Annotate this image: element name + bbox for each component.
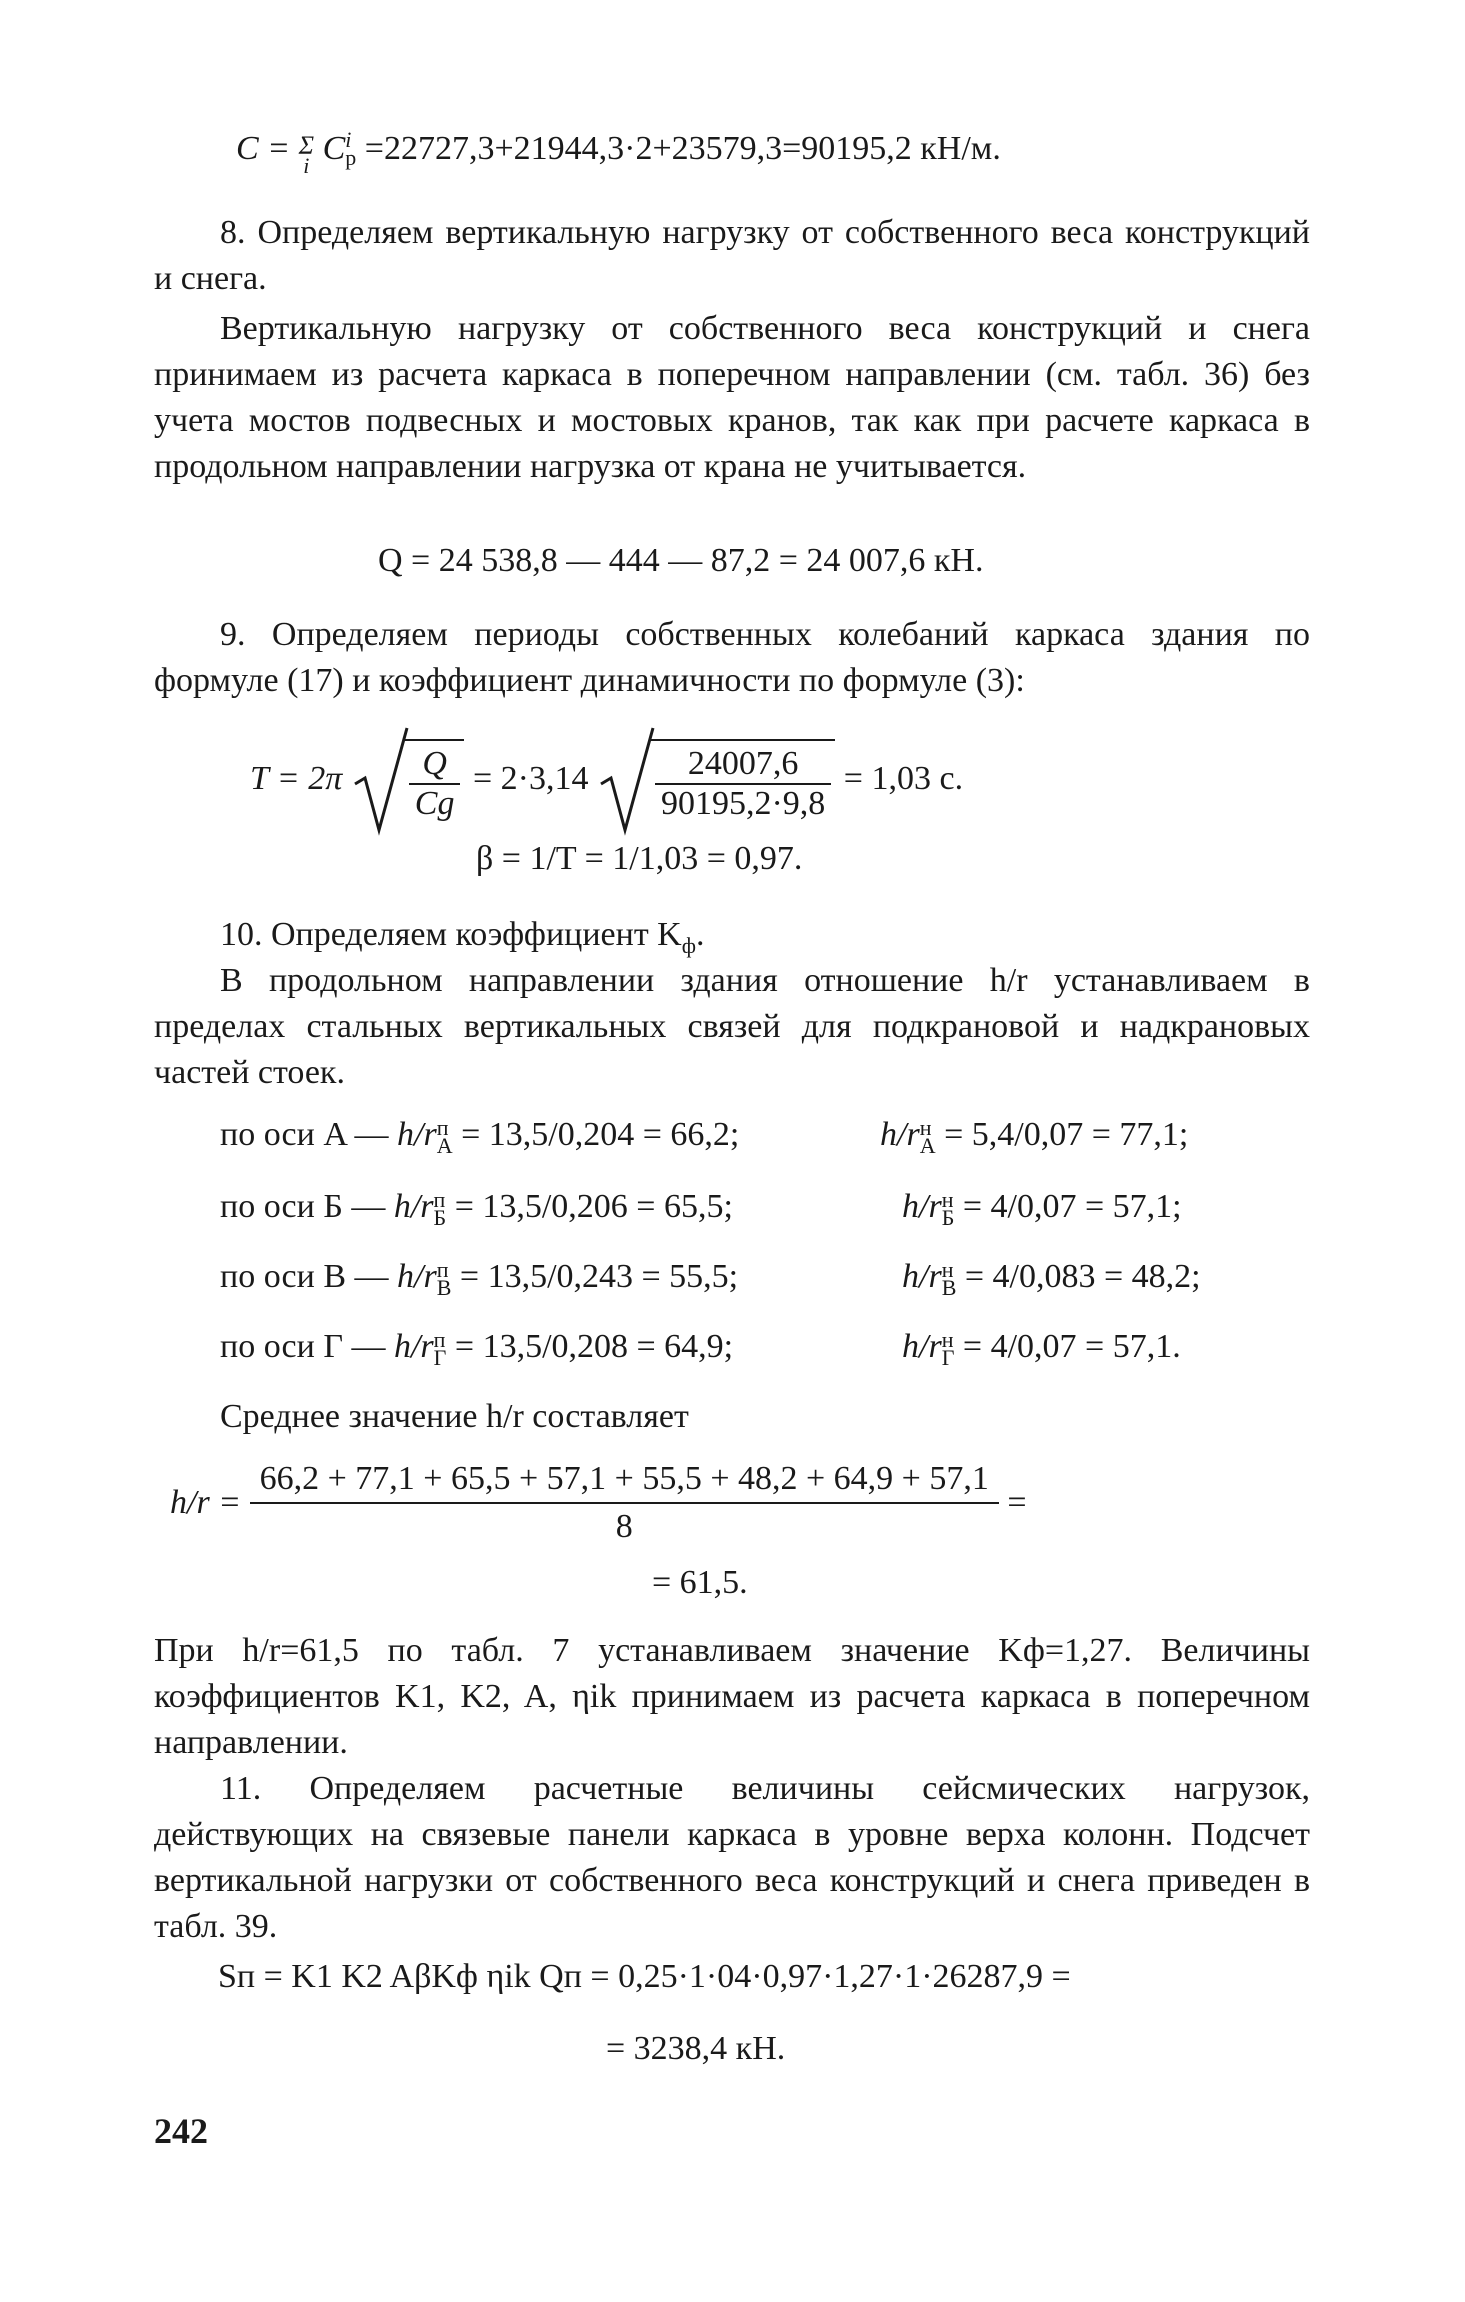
val-n: = 4/0,07 = 57,1; bbox=[954, 1188, 1182, 1225]
axis-row bbox=[220, 1254, 738, 1300]
val-n: = 5,4/0,07 = 77,1; bbox=[935, 1116, 1189, 1153]
hr-n: h/r bbox=[902, 1328, 942, 1365]
formula-t-lhs: T = 2π bbox=[250, 759, 343, 797]
step10-heading-sub: ф bbox=[681, 933, 697, 958]
axis-row-n bbox=[880, 1112, 1188, 1158]
mean-numerator: 66,2 + 77,1 + 65,5 + 57,1 + 55,5 + 48,2 + 64,9 + 57,1 bbox=[250, 1460, 999, 1504]
mean-intro: Среднее значение h/r составляет bbox=[220, 1398, 689, 1435]
formula-s-result: = 3238,4 кН. bbox=[606, 2030, 786, 2067]
fraction-num: Q bbox=[409, 745, 461, 785]
hr-n: h/r bbox=[902, 1188, 942, 1225]
hr-n: h/r bbox=[880, 1116, 920, 1153]
axis-label: по оси В — bbox=[220, 1258, 398, 1295]
sum-index: i bbox=[303, 153, 310, 178]
formula-c-rhs: =22727,3+21944,3·2+23579,3=90195,2 кН/м. bbox=[364, 130, 1001, 167]
sqrt-2-body bbox=[651, 739, 835, 823]
mean-fraction bbox=[250, 1460, 999, 1546]
axis-row-n bbox=[902, 1184, 1182, 1230]
fraction-q-cg bbox=[409, 745, 461, 823]
formula-q: Q = 24 538,8 — 444 — 87,2 = 24 007,6 кН. bbox=[378, 542, 984, 579]
hr-p: h/r bbox=[393, 1328, 434, 1365]
hr-n-scripts bbox=[941, 1327, 955, 1370]
fraction-values bbox=[655, 745, 831, 823]
val-n: = 4/0,07 = 57,1. bbox=[954, 1328, 1181, 1365]
val-p: = 13,5/0,204 = 66,2; bbox=[452, 1116, 740, 1153]
val-n: = 4/0,083 = 48,2; bbox=[956, 1258, 1201, 1295]
sup-n: н bbox=[941, 1187, 954, 1212]
val-p: = 13,5/0,208 = 64,9; bbox=[446, 1328, 734, 1365]
hr-p: h/r bbox=[393, 1188, 434, 1225]
sub-p: Б bbox=[433, 1205, 447, 1230]
step11-body: 11. Определяем расчетные величины сейсмических нагрузок, действующих на связевые панели каркаса в уровне верха колонн. Подсчет вертикальной нагрузки от собственного веса конструкций и снега приведен в табл. 39. bbox=[154, 1770, 1310, 1945]
val-p: = 13,5/0,206 = 65,5; bbox=[446, 1188, 733, 1225]
axis-label: по оси A — bbox=[220, 1116, 398, 1153]
axis-row-n bbox=[902, 1254, 1201, 1300]
page-number: 242 bbox=[154, 2111, 208, 2151]
sub-n: Г bbox=[941, 1345, 955, 1370]
term-sup: i bbox=[345, 127, 352, 152]
sub-n: В bbox=[941, 1275, 957, 1300]
mean-lhs: h/r = bbox=[170, 1484, 242, 1521]
hr-p: h/r bbox=[397, 1258, 437, 1295]
sqrt-2 bbox=[597, 726, 835, 836]
axis-label: по оси Б — bbox=[220, 1188, 394, 1225]
sub-p: Г bbox=[433, 1345, 447, 1370]
sum-sign: Σ bbox=[298, 131, 315, 160]
step10-after: При h/r=61,5 по табл. 7 устанавливаем значение Kф=1,27. Величины коэффициентов K1, K2, A, ηik принимаем из расчета каркаса в поперечном направлении. bbox=[154, 1632, 1310, 1761]
formula-c-term: C bbox=[322, 130, 346, 167]
sup-n: н bbox=[919, 1115, 932, 1140]
sub-p: В bbox=[436, 1275, 452, 1300]
hr-p: h/r bbox=[397, 1116, 437, 1153]
hr-n-scripts bbox=[941, 1187, 955, 1230]
sup-p: п bbox=[433, 1327, 446, 1352]
step10-heading-end: . bbox=[696, 916, 705, 953]
hr-n-scripts bbox=[941, 1257, 957, 1300]
sub-n: Б bbox=[941, 1205, 955, 1230]
sub-p: А bbox=[436, 1133, 453, 1158]
hr-p-scripts bbox=[433, 1187, 447, 1230]
radical-sign-1 bbox=[351, 726, 411, 836]
radical-sign-2 bbox=[597, 726, 657, 836]
val-p: = 13,5/0,243 = 55,5; bbox=[451, 1258, 739, 1295]
hr-n-scripts bbox=[919, 1115, 936, 1158]
formula-mean bbox=[170, 1460, 1027, 1546]
formula-t-mid: = 2·3,14 bbox=[472, 759, 589, 797]
mean-result: = 61,5. bbox=[652, 1564, 748, 1601]
formula-beta: β = 1/T = 1/1,03 = 0,97. bbox=[476, 840, 803, 877]
hr-n: h/r bbox=[902, 1258, 942, 1295]
fraction-den: 90195,2·9,8 bbox=[660, 785, 826, 822]
sub-n: А bbox=[919, 1133, 936, 1158]
step8-body: Вертикальную нагрузку от собственного веса конструкций и снега принимаем из расчета каркаса в поперечном направлении (см. табл. 36) без учета мостов подвесных и мостовых кранов, так как при расчете каркаса в продольном направлении нагрузка от крана не учитывается. bbox=[154, 310, 1310, 485]
axis-row bbox=[220, 1112, 739, 1158]
axis-label: по оси Г — bbox=[220, 1328, 394, 1365]
hr-p-scripts bbox=[433, 1327, 447, 1370]
sup-p: п bbox=[433, 1187, 446, 1212]
sqrt-1 bbox=[351, 726, 465, 836]
step10-heading-text: 10. Определяем коэффициент K bbox=[220, 916, 682, 953]
term-scripts bbox=[345, 127, 357, 170]
term-sub: р bbox=[345, 145, 357, 170]
fraction-num: 24007,6 bbox=[655, 745, 831, 785]
sqrt-1-body bbox=[405, 739, 465, 823]
sup-p: п bbox=[436, 1257, 449, 1282]
step9-heading: 9. Определяем периоды собственных колебаний каркаса здания по формуле (17) и коэффициент динамичности по формуле (3): bbox=[154, 616, 1310, 699]
axis-row-n bbox=[902, 1324, 1181, 1370]
sup-p: п bbox=[436, 1115, 449, 1140]
sup-n: н bbox=[941, 1327, 954, 1352]
formula-c-lhs: C = bbox=[236, 130, 299, 167]
mean-eq: = bbox=[1007, 1484, 1027, 1521]
fraction-den: Cg bbox=[414, 785, 455, 822]
sum-symbol bbox=[298, 131, 315, 178]
formula-c bbox=[236, 126, 1001, 176]
hr-p-scripts bbox=[436, 1115, 453, 1158]
axis-row bbox=[220, 1324, 733, 1370]
axis-row bbox=[220, 1184, 733, 1230]
sup-n: н bbox=[941, 1257, 954, 1282]
mean-denominator: 8 bbox=[615, 1508, 633, 1545]
formula-t bbox=[250, 726, 963, 836]
hr-p-scripts bbox=[436, 1257, 452, 1300]
step8-heading: 8. Определяем вертикальную нагрузку от собственного веса конструкций и снега. bbox=[154, 214, 1310, 297]
step10-body: В продольном направлении здания отношение h/r устанавливаем в пределах стальных вертикальных связей для подкрановой и надкрановых частей стоек. bbox=[154, 962, 1310, 1091]
formula-t-result: = 1,03 с. bbox=[843, 759, 964, 797]
formula-s: Sп = K1 K2 AβKф ηik Qп = 0,25·1·04·0,97·1,27·1·26287,9 = bbox=[218, 1958, 1071, 1995]
